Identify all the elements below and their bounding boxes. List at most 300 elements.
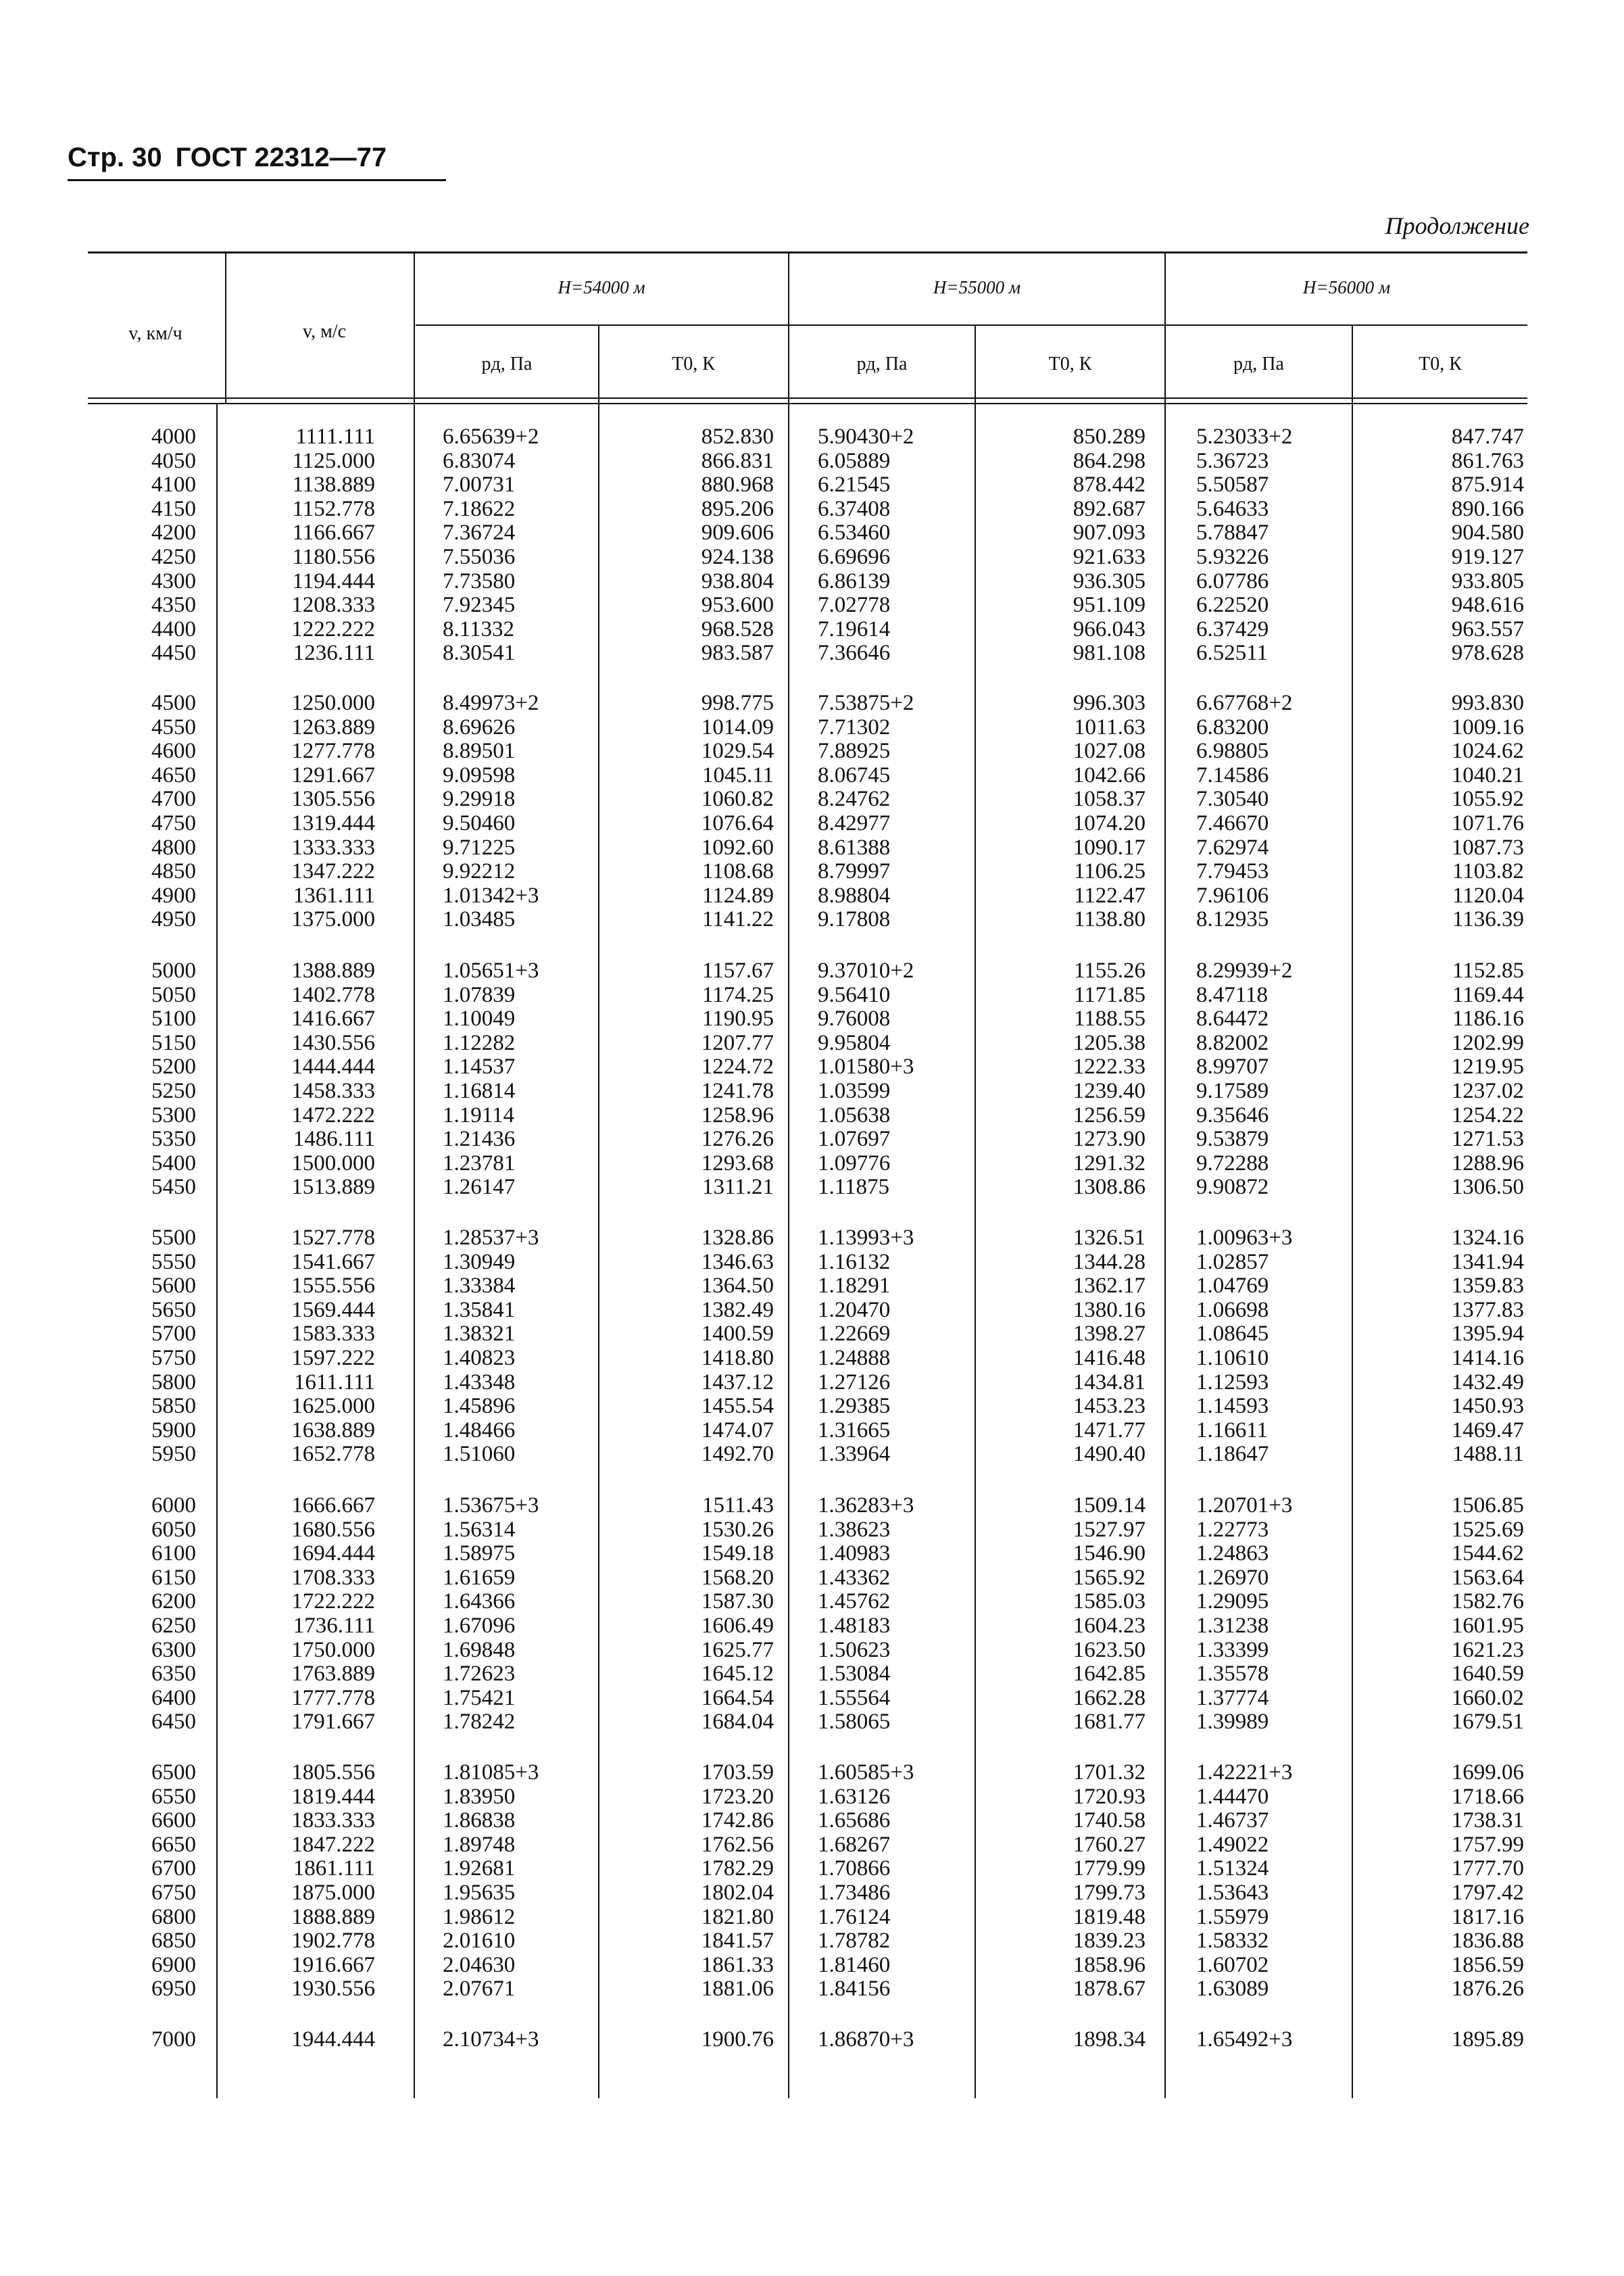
- cell-p-55000: 1.53084: [818, 1662, 891, 1686]
- cell-t-56000: 1271.53: [1451, 1127, 1524, 1151]
- cell-t-56000: 1582.76: [1451, 1589, 1524, 1614]
- cell-v-ms: 1875.000: [291, 1881, 375, 1905]
- cell-p-55000: 1.11875: [818, 1175, 890, 1199]
- cell-v-ms: 1833.333: [291, 1808, 375, 1833]
- cell-t-54000: 1157.67: [702, 959, 774, 983]
- cell-p-55000: 7.02778: [818, 593, 891, 617]
- table-row: [0, 1055, 1624, 1079]
- cell-v-ms: 1930.556: [291, 1977, 375, 2001]
- cell-p-55000: 1.24888: [818, 1346, 891, 1370]
- cell-p-55000: 1.13993+3: [818, 1226, 914, 1250]
- cell-v-kmh: 4500: [151, 691, 196, 715]
- cell-v-kmh: 4200: [151, 520, 196, 545]
- cell-t-54000: 1821.80: [701, 1905, 774, 1929]
- cell-t-55000: 1604.23: [1073, 1614, 1146, 1638]
- cell-v-kmh: 5650: [151, 1298, 196, 1322]
- cell-p-54000: 1.10049: [443, 1007, 516, 1031]
- table-row: [0, 1881, 1624, 1905]
- cell-p-56000: 1.12593: [1196, 1370, 1269, 1395]
- table-row: [0, 617, 1624, 641]
- cell-t-56000: 1621.23: [1451, 1638, 1524, 1662]
- table-row: [0, 449, 1624, 473]
- cell-t-56000: 1288.96: [1451, 1151, 1524, 1176]
- table-row: [0, 497, 1624, 521]
- cell-v-ms: 1569.444: [291, 1298, 375, 1322]
- cell-v-kmh: 6650: [151, 1833, 196, 1857]
- cell-t-54000: 1723.20: [701, 1785, 774, 1809]
- cell-p-56000: 5.50587: [1196, 473, 1269, 497]
- cell-p-56000: 1.22773: [1196, 1518, 1269, 1542]
- cell-t-54000: 1382.49: [701, 1298, 774, 1322]
- table-row: [0, 1274, 1624, 1298]
- cell-t-56000: 1237.02: [1451, 1079, 1524, 1103]
- table-row: [0, 2027, 1624, 2052]
- cell-t-54000: 1258.96: [701, 1103, 774, 1128]
- cell-t-55000: 1662.28: [1073, 1686, 1146, 1710]
- cell-v-kmh: 4150: [151, 497, 196, 521]
- cell-p-54000: 8.49973+2: [443, 691, 539, 715]
- cell-p-55000: 1.50623: [818, 1638, 891, 1662]
- cell-t-54000: 1190.95: [702, 1007, 774, 1031]
- table-row: [0, 1394, 1624, 1418]
- cell-v-ms: 1680.556: [291, 1518, 375, 1542]
- cell-v-ms: 1236.111: [293, 641, 375, 665]
- table-row: [0, 1785, 1624, 1809]
- cell-v-ms: 1666.667: [291, 1493, 375, 1518]
- cell-v-ms: 1611.111: [293, 1370, 375, 1395]
- cell-t-54000: 953.600: [701, 593, 774, 617]
- cell-t-55000: 878.442: [1073, 473, 1146, 497]
- cell-p-55000: 1.22669: [818, 1322, 891, 1346]
- cell-v-kmh: 6300: [151, 1638, 196, 1662]
- cell-p-54000: 7.36724: [443, 520, 516, 545]
- cell-t-55000: 966.043: [1073, 617, 1146, 641]
- cell-v-ms: 1125.000: [292, 449, 375, 473]
- cell-t-54000: 1045.11: [702, 763, 774, 788]
- cell-v-kmh: 6450: [151, 1710, 196, 1734]
- cell-p-56000: 1.63089: [1196, 1977, 1269, 2001]
- cell-t-56000: 919.127: [1451, 545, 1524, 569]
- cell-t-56000: 1525.69: [1451, 1518, 1524, 1542]
- cell-v-kmh: 5600: [151, 1274, 196, 1298]
- cell-v-ms: 1777.778: [291, 1686, 375, 1710]
- cell-p-55000: 8.61388: [818, 836, 891, 860]
- cell-p-55000: 1.01580+3: [818, 1055, 914, 1079]
- header-bottom-rule: [88, 397, 1527, 399]
- cell-p-55000: 1.65686: [818, 1808, 891, 1833]
- cell-t-55000: 850.289: [1073, 425, 1146, 449]
- cell-v-ms: 1263.889: [291, 715, 375, 740]
- cell-p-55000: 1.29385: [818, 1394, 891, 1418]
- cell-t-54000: 1474.07: [701, 1418, 774, 1443]
- cell-p-55000: 1.33964: [818, 1442, 891, 1466]
- cell-p-55000: 1.58065: [818, 1710, 891, 1734]
- cell-p-54000: 1.23781: [443, 1151, 516, 1176]
- cell-t-54000: 1782.29: [701, 1856, 774, 1881]
- cell-p-56000: 1.18647: [1196, 1442, 1269, 1466]
- cell-p-55000: 1.48183: [818, 1614, 891, 1638]
- cell-v-ms: 1805.556: [291, 1760, 375, 1785]
- cell-p-56000: 1.46737: [1196, 1808, 1269, 1833]
- cell-v-kmh: 6950: [151, 1977, 196, 2001]
- cell-t-56000: 1395.94: [1451, 1322, 1524, 1346]
- cell-p-56000: 7.96106: [1196, 883, 1269, 908]
- cell-t-55000: 1565.92: [1073, 1566, 1146, 1590]
- cell-t-54000: 924.138: [701, 545, 774, 569]
- cell-t-56000: 1377.83: [1451, 1298, 1524, 1322]
- cell-v-ms: 1180.556: [292, 545, 375, 569]
- cell-t-56000: 1432.49: [1451, 1370, 1524, 1395]
- cell-p-55000: 7.88925: [818, 739, 891, 763]
- cell-t-54000: 1014.09: [701, 715, 774, 740]
- cell-t-55000: 1011.63: [1073, 715, 1146, 740]
- cell-v-kmh: 6200: [151, 1589, 196, 1614]
- cell-v-kmh: 4050: [151, 449, 196, 473]
- cell-p-55000: 7.53875+2: [818, 691, 914, 715]
- cell-p-54000: 2.01610: [443, 1929, 516, 1953]
- cell-t-56000: 1506.85: [1451, 1493, 1524, 1518]
- cell-v-kmh: 6000: [151, 1493, 196, 1518]
- cell-v-ms: 1791.667: [291, 1710, 375, 1734]
- cell-p-54000: 9.71225: [443, 836, 516, 860]
- cell-p-56000: 1.58332: [1196, 1929, 1269, 1953]
- cell-p-56000: 5.78847: [1196, 520, 1269, 545]
- cell-v-ms: 1472.222: [291, 1103, 375, 1128]
- table-row: [0, 1418, 1624, 1443]
- cell-v-ms: 1152.778: [292, 497, 375, 521]
- cell-t-56000: 963.557: [1451, 617, 1524, 641]
- cell-p-56000: 6.07786: [1196, 569, 1269, 594]
- cell-v-kmh: 5900: [151, 1418, 196, 1443]
- cell-p-55000: 1.68267: [818, 1833, 891, 1857]
- cell-t-54000: 1900.76: [701, 2027, 774, 2052]
- cell-v-ms: 1361.111: [293, 883, 375, 908]
- table-row: [0, 787, 1624, 811]
- cell-v-ms: 1194.444: [292, 569, 375, 594]
- cell-p-55000: 1.05638: [818, 1103, 891, 1128]
- cell-t-56000: 1186.16: [1452, 1007, 1524, 1031]
- page-header: [68, 139, 446, 181]
- cell-t-56000: 1219.95: [1451, 1055, 1524, 1079]
- cell-v-ms: 1208.333: [291, 593, 375, 617]
- cell-v-kmh: 4100: [151, 473, 196, 497]
- cell-p-55000: 1.76124: [818, 1905, 891, 1929]
- cell-t-56000: 1797.42: [1451, 1881, 1524, 1905]
- cell-t-56000: 1469.47: [1451, 1418, 1524, 1443]
- cell-v-kmh: 7000: [151, 2027, 196, 2052]
- cell-p-56000: 7.14586: [1196, 763, 1269, 788]
- cell-v-kmh: 4300: [151, 569, 196, 594]
- cell-v-kmh: 5500: [151, 1226, 196, 1250]
- table-row: [0, 1905, 1624, 1929]
- cell-t-54000: 1418.80: [701, 1346, 774, 1370]
- cell-p-54000: 1.95635: [443, 1881, 516, 1905]
- cell-p-56000: 1.26970: [1196, 1566, 1269, 1590]
- cell-t-55000: 1122.47: [1073, 883, 1146, 908]
- cell-t-54000: 968.528: [701, 617, 774, 641]
- cell-t-54000: 1549.18: [701, 1541, 774, 1566]
- cell-v-ms: 1138.889: [292, 473, 375, 497]
- cell-p-56000: 1.35578: [1196, 1662, 1269, 1686]
- cell-t-54000: 1492.70: [701, 1442, 774, 1466]
- cell-t-55000: 1527.97: [1073, 1518, 1146, 1542]
- cell-t-56000: 890.166: [1451, 497, 1524, 521]
- cell-p-54000: 9.09598: [443, 763, 516, 788]
- cell-p-54000: 1.72623: [443, 1662, 516, 1686]
- cell-v-kmh: 4750: [151, 811, 196, 836]
- header-t-2: T0, К: [1048, 354, 1092, 374]
- col-divider-1: [225, 253, 226, 403]
- cell-p-56000: 9.90872: [1196, 1175, 1269, 1199]
- cell-t-54000: 1092.60: [701, 836, 774, 860]
- cell-t-56000: 1640.59: [1451, 1662, 1524, 1686]
- cell-p-54000: 1.98612: [443, 1905, 516, 1929]
- cell-t-54000: 1684.04: [701, 1710, 774, 1734]
- cell-t-55000: 1898.34: [1073, 2027, 1146, 2052]
- cell-v-ms: 1444.444: [291, 1055, 375, 1079]
- table-row: [0, 473, 1624, 497]
- cell-p-54000: 7.18622: [443, 497, 516, 521]
- cell-p-54000: 1.35841: [443, 1298, 516, 1322]
- header-t-3: T0, К: [1419, 354, 1462, 374]
- cell-p-54000: 1.16814: [443, 1079, 516, 1103]
- cell-t-55000: 1509.14: [1073, 1493, 1146, 1518]
- cell-p-55000: 1.70866: [818, 1856, 891, 1881]
- cell-p-54000: 1.56314: [443, 1518, 516, 1542]
- cell-p-54000: 1.28537+3: [443, 1226, 539, 1250]
- cell-p-56000: 6.83200: [1196, 715, 1269, 740]
- cell-t-54000: 1076.64: [701, 811, 774, 836]
- cell-v-kmh: 6350: [151, 1662, 196, 1686]
- cell-p-55000: 6.86139: [818, 569, 891, 594]
- cell-p-54000: 1.92681: [443, 1856, 516, 1881]
- cell-t-56000: 1152.85: [1452, 959, 1524, 983]
- cell-t-56000: 1120.04: [1452, 883, 1524, 908]
- cell-v-kmh: 4550: [151, 715, 196, 740]
- cell-v-kmh: 5150: [151, 1031, 196, 1055]
- cell-p-56000: 1.10610: [1196, 1346, 1269, 1370]
- cell-p-54000: 7.73580: [443, 569, 516, 594]
- cell-v-kmh: 6400: [151, 1686, 196, 1710]
- cell-p-54000: 6.83074: [443, 449, 516, 473]
- cell-t-54000: 1802.04: [701, 1881, 774, 1905]
- cell-v-kmh: 5950: [151, 1442, 196, 1466]
- cell-p-56000: 1.60702: [1196, 1953, 1269, 1977]
- cell-t-54000: 1060.82: [701, 787, 774, 811]
- cell-v-ms: 1916.667: [291, 1953, 375, 1977]
- cell-v-kmh: 5050: [151, 983, 196, 1007]
- table-row: [0, 811, 1624, 836]
- cell-p-55000: 6.53460: [818, 520, 891, 545]
- cell-p-55000: 1.09776: [818, 1151, 891, 1176]
- cell-t-54000: 1568.20: [701, 1566, 774, 1590]
- table-row: [0, 1953, 1624, 1977]
- table-row: [0, 593, 1624, 617]
- cell-t-56000: 1777.70: [1451, 1856, 1524, 1881]
- cell-p-55000: 9.95804: [818, 1031, 891, 1055]
- cell-p-55000: 8.42977: [818, 811, 891, 836]
- header-t-1: T0, К: [672, 354, 715, 374]
- cell-v-ms: 1319.444: [291, 811, 375, 836]
- cell-v-ms: 1375.000: [291, 907, 375, 931]
- cell-p-55000: 5.90430+2: [818, 425, 914, 449]
- table-row: [0, 1442, 1624, 1466]
- cell-t-55000: 1171.85: [1073, 983, 1146, 1007]
- cell-v-kmh: 6550: [151, 1785, 196, 1809]
- header-bottom-rule-2: [88, 403, 1527, 404]
- standard-title: ГОСТ 22312—77: [175, 143, 387, 172]
- cell-v-kmh: 4900: [151, 883, 196, 908]
- table-row: [0, 1151, 1624, 1176]
- table-row: [0, 1833, 1624, 1857]
- cell-p-56000: 7.79453: [1196, 859, 1269, 883]
- cell-t-54000: 1606.49: [701, 1614, 774, 1638]
- cell-t-56000: 1876.26: [1451, 1977, 1524, 2001]
- cell-t-55000: 1090.17: [1073, 836, 1146, 860]
- header-p-2: pд, Па: [856, 354, 908, 374]
- cell-p-55000: 1.81460: [818, 1953, 891, 1977]
- table-row: [0, 1710, 1624, 1734]
- cell-v-ms: 1638.889: [291, 1418, 375, 1443]
- cell-v-ms: 1388.889: [291, 959, 375, 983]
- cell-t-55000: 1058.37: [1073, 787, 1146, 811]
- cell-t-54000: 1881.06: [701, 1977, 774, 2001]
- cell-t-55000: 1326.51: [1073, 1226, 1146, 1250]
- cell-p-56000: 1.00963+3: [1196, 1226, 1293, 1250]
- cell-t-56000: 1895.89: [1451, 2027, 1524, 2052]
- cell-t-56000: 1757.99: [1451, 1833, 1524, 1857]
- table-row: [0, 763, 1624, 788]
- cell-t-56000: 1836.88: [1451, 1929, 1524, 1953]
- cell-v-ms: 1430.556: [291, 1031, 375, 1055]
- cell-p-54000: 1.21436: [443, 1127, 516, 1151]
- cell-v-kmh: 4250: [151, 545, 196, 569]
- cell-p-56000: 8.47118: [1196, 983, 1269, 1007]
- cell-p-55000: 8.98804: [818, 883, 891, 908]
- cell-p-56000: 1.39989: [1196, 1710, 1269, 1734]
- cell-v-kmh: 5750: [151, 1346, 196, 1370]
- cell-t-54000: 880.968: [701, 473, 774, 497]
- cell-v-ms: 1333.333: [291, 836, 375, 860]
- cell-v-kmh: 5250: [151, 1079, 196, 1103]
- cell-t-54000: 1455.54: [701, 1394, 774, 1418]
- cell-p-55000: 1.03599: [818, 1079, 891, 1103]
- cell-p-55000: 9.76008: [818, 1007, 891, 1031]
- cell-p-55000: 1.43362: [818, 1566, 891, 1590]
- cell-v-ms: 1500.000: [291, 1151, 375, 1176]
- cell-t-56000: 875.914: [1451, 473, 1524, 497]
- cell-t-55000: 981.108: [1073, 641, 1146, 665]
- table-row: [0, 983, 1624, 1007]
- table-row: [0, 641, 1624, 665]
- cell-t-55000: 1471.77: [1073, 1418, 1146, 1443]
- cell-v-ms: 1597.222: [291, 1346, 375, 1370]
- cell-t-54000: 1861.33: [701, 1953, 774, 1977]
- cell-v-ms: 1250.000: [291, 691, 375, 715]
- cell-t-56000: 1660.02: [1451, 1686, 1524, 1710]
- cell-p-55000: 9.17808: [818, 907, 891, 931]
- page-number: Стр. 30: [68, 143, 162, 172]
- cell-t-54000: 1841.57: [701, 1929, 774, 1953]
- cell-t-55000: 1222.33: [1073, 1055, 1146, 1079]
- cell-t-55000: 1453.23: [1073, 1394, 1146, 1418]
- cell-p-54000: 8.89501: [443, 739, 516, 763]
- cell-t-56000: 1718.66: [1451, 1785, 1524, 1809]
- table-row: [0, 959, 1624, 983]
- cell-p-56000: 1.37774: [1196, 1686, 1269, 1710]
- cell-p-56000: 1.33399: [1196, 1638, 1269, 1662]
- cell-p-54000: 2.07671: [443, 1977, 516, 2001]
- table-row: [0, 1518, 1624, 1542]
- cell-t-56000: 948.616: [1451, 593, 1524, 617]
- cell-p-56000: 9.17589: [1196, 1079, 1269, 1103]
- cell-t-56000: 1544.62: [1451, 1541, 1524, 1566]
- table-row: [0, 545, 1624, 569]
- cell-v-kmh: 6700: [151, 1856, 196, 1881]
- cell-t-56000: 1009.16: [1451, 715, 1524, 740]
- cell-t-56000: 1202.99: [1451, 1031, 1524, 1055]
- cell-p-56000: 7.46670: [1196, 811, 1269, 836]
- cell-t-54000: 1400.59: [701, 1322, 774, 1346]
- cell-p-56000: 1.04769: [1196, 1274, 1269, 1298]
- cell-t-54000: 1124.89: [702, 883, 774, 908]
- cell-v-kmh: 5800: [151, 1370, 196, 1395]
- cell-p-54000: 7.92345: [443, 593, 516, 617]
- table-row: [0, 1541, 1624, 1566]
- cell-p-54000: 1.05651+3: [443, 959, 539, 983]
- cell-v-kmh: 6150: [151, 1566, 196, 1590]
- cell-p-56000: 5.23033+2: [1196, 425, 1293, 449]
- cell-p-56000: 8.82002: [1196, 1031, 1269, 1055]
- cell-t-54000: 998.775: [701, 691, 774, 715]
- cell-v-ms: 1402.778: [291, 983, 375, 1007]
- cell-v-kmh: 5100: [151, 1007, 196, 1031]
- cell-p-56000: 1.02857: [1196, 1250, 1269, 1274]
- cell-p-56000: 1.16611: [1196, 1418, 1269, 1443]
- cell-t-55000: 1138.80: [1073, 907, 1146, 931]
- cell-p-56000: 1.06698: [1196, 1298, 1269, 1322]
- cell-t-55000: 1380.16: [1073, 1298, 1146, 1322]
- cell-p-56000: 1.08645: [1196, 1322, 1269, 1346]
- cell-p-55000: 1.60585+3: [818, 1760, 914, 1785]
- cell-p-56000: 1.55979: [1196, 1905, 1269, 1929]
- cell-p-54000: 1.38321: [443, 1322, 516, 1346]
- cell-p-54000: 1.45896: [443, 1394, 516, 1418]
- cell-p-54000: 8.69626: [443, 715, 516, 740]
- cell-v-ms: 1652.778: [291, 1442, 375, 1466]
- cell-p-55000: 8.06745: [818, 763, 891, 788]
- cell-t-56000: 1040.21: [1451, 763, 1524, 788]
- cell-p-55000: 9.37010+2: [818, 959, 914, 983]
- cell-t-54000: 852.830: [701, 425, 774, 449]
- cell-p-54000: 1.53675+3: [443, 1493, 539, 1518]
- cell-t-56000: 1817.16: [1451, 1905, 1524, 1929]
- cell-v-kmh: 6050: [151, 1518, 196, 1542]
- cell-t-55000: 1740.58: [1073, 1808, 1146, 1833]
- cell-p-56000: 8.99707: [1196, 1055, 1269, 1079]
- cell-t-55000: 1779.99: [1073, 1856, 1146, 1881]
- table-row: [0, 1127, 1624, 1151]
- cell-t-54000: 1762.56: [701, 1833, 774, 1857]
- cell-t-56000: 1071.76: [1451, 811, 1524, 836]
- cell-t-55000: 1106.25: [1073, 859, 1146, 883]
- table-row: [0, 1370, 1624, 1395]
- cell-p-54000: 1.43348: [443, 1370, 516, 1395]
- table-row: [0, 907, 1624, 931]
- cell-p-55000: 1.16132: [818, 1250, 891, 1274]
- table-row: [0, 1589, 1624, 1614]
- table-row: [0, 569, 1624, 594]
